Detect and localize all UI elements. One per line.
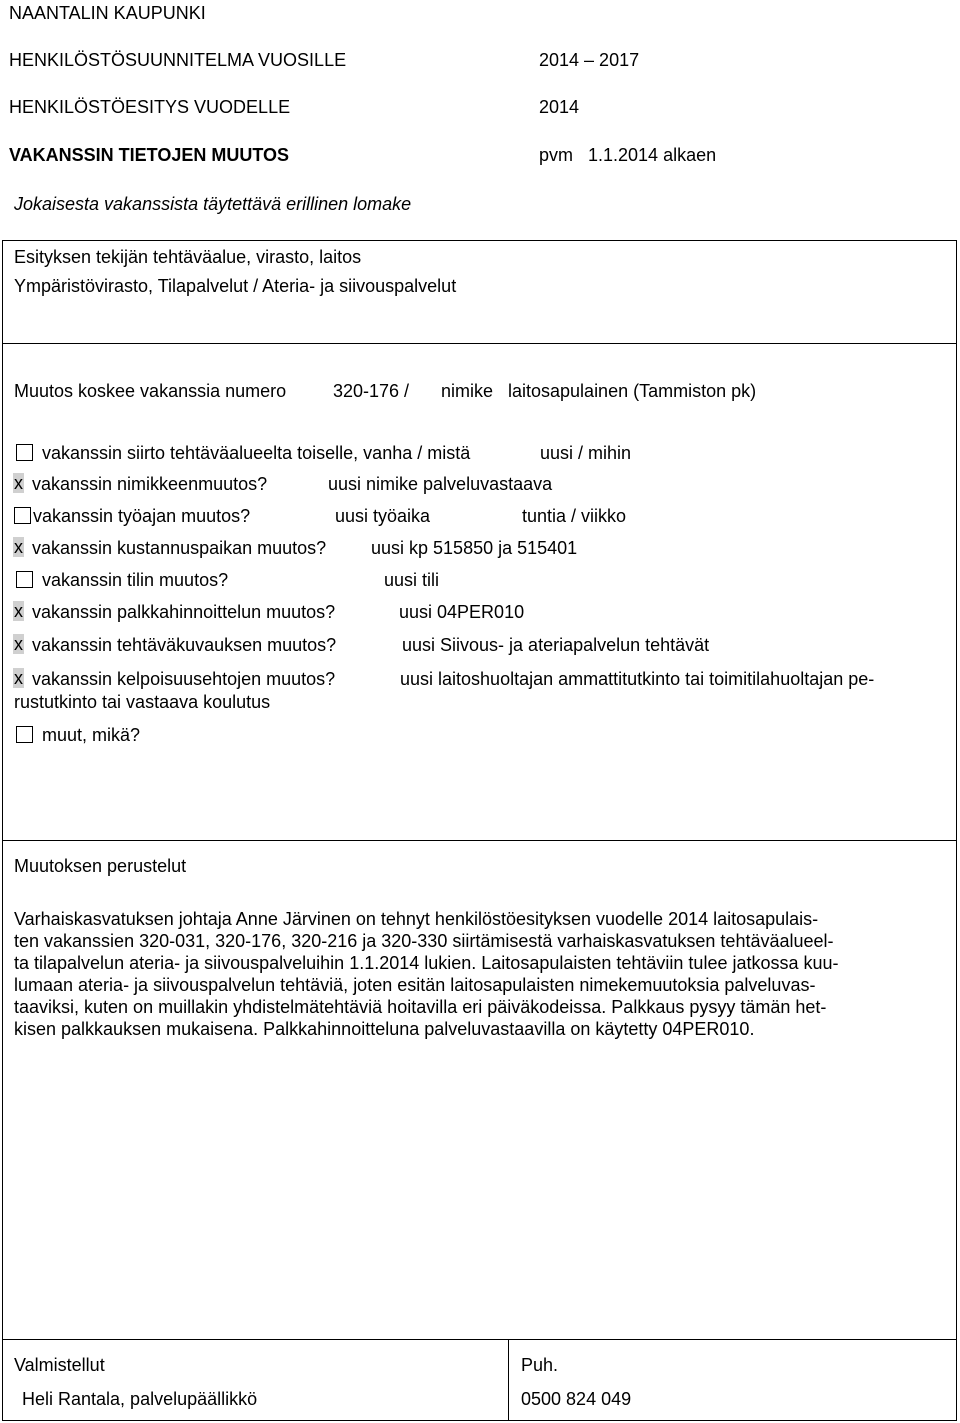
date-value: 1.1.2014 alkaen [588,145,717,165]
job-title-label: nimike [441,381,494,401]
organization-value: Ympäristövirasto, Tilapalvelut / Ateria- ja siivouspalvelut [14,276,457,296]
city-name: NAANTALIN KAUPUNKI [9,3,206,23]
working-time-value: uusi työaika [335,506,431,526]
transfer-label: vakanssin siirto tehtäväalueelta toiselle, vanha / mistä [42,443,471,463]
other-label: muut, mikä? [42,725,141,745]
justification-line: ta tilapalvelun ateria- ja siivouspalveluihin 1.1.2014 lukien. Laitosapulaisten tehtäviin tulee jatkossa kuu- [14,953,839,973]
proposal-year: 2014 [539,97,580,117]
checkbox-transfer[interactable] [16,444,33,461]
checkbox-working-time[interactable] [14,507,31,524]
pay-grading-label: vakanssin palkkahinnoittelun muutos? [32,602,336,622]
checkbox-cost-center[interactable]: x [14,537,23,557]
pay-grading-value: uusi 04PER010 [399,602,525,622]
checkbox-other[interactable] [16,726,33,743]
account-label: vakanssin tilin muutos? [42,570,229,590]
prepared-by-label: Valmistellut [14,1355,105,1375]
justification-line: lumaan ateria- ja siivouspalvelun tehtäviä, joten esitän laitosapulaisten nimekemuutoksia palveluvas- [14,975,816,995]
cost-center-label: vakanssin kustannuspaikan muutos? [32,538,327,558]
checkbox-job-description[interactable]: x [14,634,23,654]
job-description-label: vakanssin tehtäväkuvauksen muutos? [32,635,337,655]
checkbox-title-change[interactable]: x [14,473,23,493]
job-title-value: laitosapulainen (Tammiston pk) [508,381,757,401]
signature-divider [508,1339,509,1421]
phone-value: 0500 824 049 [521,1389,632,1409]
plan-years: 2014 – 2017 [539,50,640,70]
justification-line: ten vakanssien 320-031, 320-176, 320-216 ja 320-330 siirtämisestä varhaiskasvatuksen tehtäväalueel- [14,931,834,951]
cost-center-value: uusi kp 515850 ja 515401 [371,538,578,558]
justification-label: Muutoksen perustelut [14,856,187,876]
job-description-value: uusi Siivous- ja ateriapalvelun tehtävät [402,635,710,655]
prepared-by-value: Heli Rantala, palvelupäällikkö [22,1389,258,1409]
phone-label: Puh. [521,1355,559,1375]
title-change-value: uusi nimike palveluvastaava [328,474,553,494]
title-change-label: vakanssin nimikkeenmuutos? [32,474,268,494]
checkbox-pay-grading[interactable]: x [14,601,23,621]
checkbox-account[interactable] [16,571,33,588]
justification-line: kisen palkkauksen mukaisena. Palkkahinnoitteluna palveluvastaavilla on käytetty 04PER010. [14,1019,755,1039]
checkbox-qualifications[interactable]: x [14,668,23,688]
account-value: uusi tili [384,570,440,590]
organization-label: Esityksen tekijän tehtäväalue, virasto, laitos [14,247,362,267]
justification-text [14,908,940,1040]
proposal-title: HENKILÖSTÖESITYS VUODELLE [9,97,291,117]
qualifications-value-cont: rustutkinto tai vastaava koulutus [14,692,271,712]
qualifications-value: uusi laitoshuoltajan ammattitutkinto tai toimitilahuoltajan pe- [400,669,875,689]
qualifications-label: vakanssin kelpoisuusehtojen muutos? [32,669,336,689]
date-label: pvm [539,145,574,165]
transfer-value: uusi / mihin [540,443,632,463]
working-time-unit: tuntia / viikko [522,506,627,526]
justification-line: taaviksi, kuten on muillakin yhdistelmätehtäviä hoitavilla eri päiväkodeissa. Palkkaus pysyy tämän het- [14,997,827,1017]
working-time-label: vakanssin työajan muutos? [33,506,251,526]
change-title: VAKANSSIN TIETOJEN MUUTOS [9,145,290,165]
vacancy-number-label: Muutos koskee vakanssia numero [14,381,287,401]
instruction-text: Jokaisesta vakanssista täytettävä erillinen lomake [14,194,412,214]
plan-title: HENKILÖSTÖSUUNNITELMA VUOSILLE [9,50,347,70]
vacancy-number: 320-176 / [333,381,410,401]
section-changes [2,343,957,841]
justification-line: Varhaiskasvatuksen johtaja Anne Järvinen on tehnyt henkilöstöesityksen vuodelle 2014 laitosapulais- [14,909,819,929]
